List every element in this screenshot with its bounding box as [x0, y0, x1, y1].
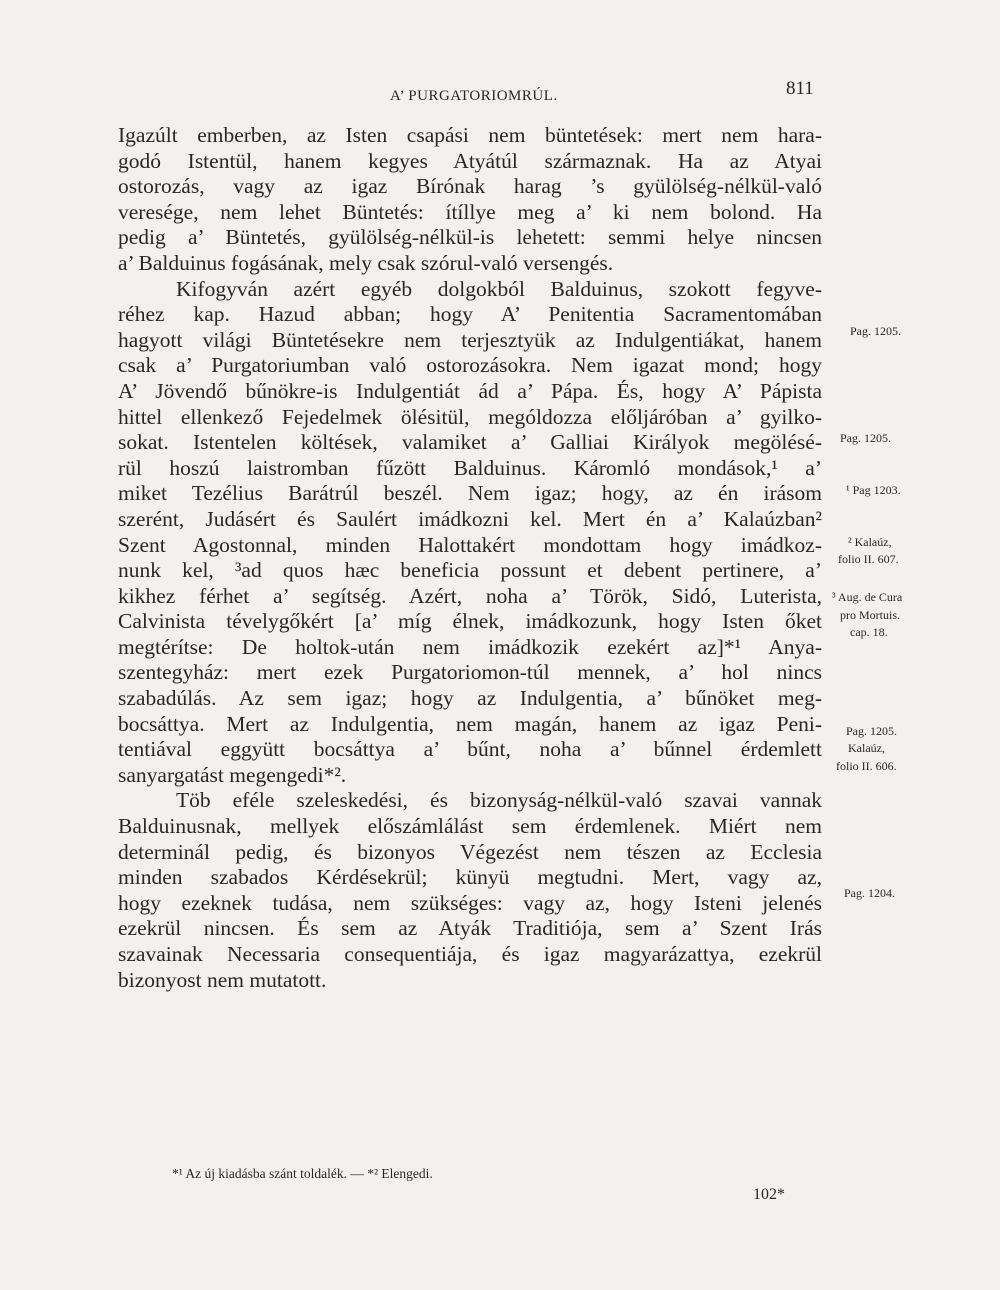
text-line: Igazúlt emberben, az Isten csapási nem büntetések: mert nem hara- — [118, 123, 822, 147]
margin-note: Pag. 1204. — [844, 886, 895, 900]
text-line: A’ Jövendő bűnökre-is Indulgentiát ád a’ Pápa. És, hogy A’ Pápista — [118, 378, 822, 403]
signature-mark: 102* — [753, 1186, 785, 1203]
page-number: 811 — [786, 78, 814, 99]
text-line: Kifogyván azért egyéb dolgokból Balduinus, szokott fegyve- — [176, 276, 822, 301]
text-line: sanyargatást megengedi*². — [118, 762, 347, 787]
main-text — [118, 123, 822, 993]
text-line: szentegyház: mert ezek Purgatoriomon-túl mennek, a’ hol nincs — [118, 660, 822, 685]
text-line: sokat. Istentelen költések, valamiket a’ Galliai Királyok megölésé- — [118, 430, 822, 455]
text-line: kikhez férhet a’ segítség. Azért, noha a’ Török, Sidó, Luterista, — [118, 583, 822, 608]
text-line: godó Istentül, hanem kegyes Atyátúl származnak. Ha az Atyai — [118, 148, 822, 173]
text-line: Töb eféle szeleskedési, és bizonyság-nélkül-való szavai vannak — [176, 788, 822, 813]
text-line: determinál pedig, és bizonyos Végezést nem tészen az Ecclesia — [118, 839, 822, 864]
margin-note: folio II. 607. — [838, 552, 899, 566]
text-line: Szent Agostonnal, minden Halottakért mondottam hogy imádkoz- — [118, 532, 822, 557]
margin-notes — [826, 0, 1000, 1290]
running-head: A’ PURGATORIOMRÚL. — [390, 88, 558, 104]
margin-note: ² Kalaúz, — [848, 535, 892, 549]
margin-note: ¹ Pag 1203. — [846, 483, 901, 497]
text-line: csak a’ Purgatoriumban való ostorozásokra. Nem igazat mond; hogy — [118, 353, 822, 378]
text-line: minden szabados Kérdésekrül; künyü megtudni. Mert, vagy az, — [118, 865, 822, 890]
margin-note: Pag. 1205. — [850, 324, 901, 338]
margin-note: ³ Aug. de Cura — [832, 590, 903, 604]
text-line: tentiával eggyütt bocsáttya a’ bűnt, noha a’ bűnnel érdemlett — [118, 737, 822, 762]
text-line: szavainak Necessaria consequentiája, és igaz magyarázattya, ezekrül — [118, 942, 822, 966]
text-line: megtérítse: De holtok-után nem imádkozik ezekért az]*¹ Anya- — [118, 634, 822, 659]
text-line: a’ Balduinus fogásának, mely csak szórul-való versengés. — [118, 250, 614, 275]
margin-note: Kalaúz, — [848, 741, 885, 755]
text-line: hittel ellenkező Fejedelmek ölésitül, mególdozza előljáróban a’ gyilko- — [118, 404, 822, 429]
text-line: pedig a’ Büntetés, gyülölség-nélkül-is lehetett: semmi helye nincsen — [118, 225, 822, 250]
text-line: szabadúlás. Az sem igaz; hogy az Indulgentia, a’ bűnöket meg- — [118, 686, 822, 711]
text-line: Calvinista tévelygőkért [a’ míg élnek, imádkozunk, hogy Isten őket — [118, 609, 822, 634]
text-line: veresége, nem lehet Büntetés: ítíllye meg a’ ki nem bolond. Ha — [118, 199, 822, 224]
margin-note: Pag. 1205. — [846, 724, 897, 738]
text-line: bocsáttya. Mert az Indulgentia, nem magán, hanem az igaz Peni- — [118, 711, 822, 736]
text-line: bizonyost nem mutatott. — [118, 967, 327, 992]
margin-note: pro Mortuis. — [840, 608, 900, 622]
text-line: miket Tezélius Barátrúl beszél. Nem igaz; hogy, az én irásom — [118, 481, 822, 506]
text-line: hogy ezeknek tudása, nem szükséges: vagy az, hogy Isteni jelenés — [118, 890, 822, 915]
margin-note: folio II. 606. — [836, 759, 897, 773]
text-line: ezekrül nincsen. És sem az Atyák Traditiója, sem a’ Szent Irás — [118, 916, 822, 941]
text-line: nunk kel, ³ad quos hæc beneficia possunt et debent pertinere, a’ — [118, 558, 822, 583]
text-line: rül hoszú laistromban fűzött Balduinus. Káromló mondások,¹ a’ — [118, 455, 822, 480]
text-line: hagyott világi Büntetésekre nem terjesztyük az Indulgentiákat, hanem — [118, 327, 822, 352]
text-line: ostorozás, vagy az igaz Bírónak harag ’s gyülölség-nélkül-való — [118, 174, 822, 199]
margin-note: Pag. 1205. — [840, 431, 891, 445]
text-line: Balduinusnak, mellyek előszámlálást sem érdemlenek. Miért nem — [118, 814, 822, 839]
text-line: réhez kap. Hazud abban; hogy A’ Penitentia Sacramentomában — [118, 302, 822, 327]
margin-note: cap. 18. — [850, 625, 888, 639]
text-line: szerént, Judásért és Saulért imádkozni kel. Mert én a’ Kalaúzban² — [118, 506, 822, 531]
footnotes: *¹ Az új kiadásba szánt toldalék. — *² Elengedi. — [172, 1166, 433, 1181]
